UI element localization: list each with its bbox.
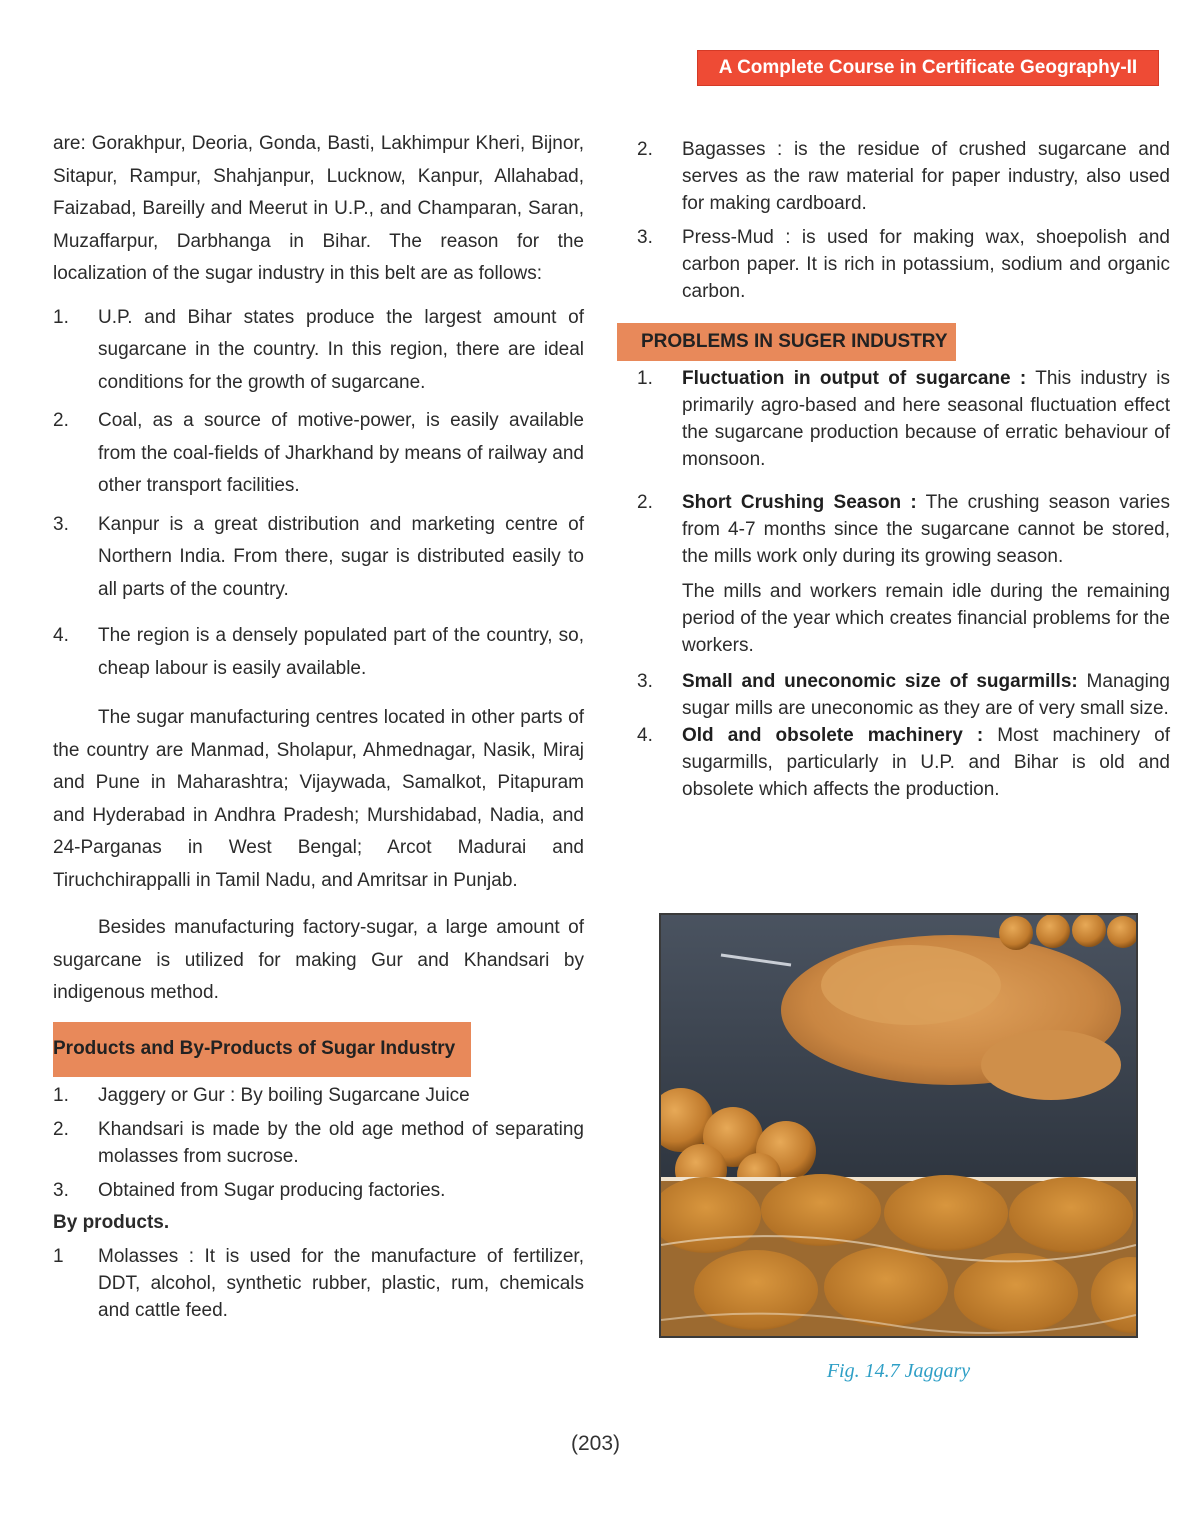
list-text: Press-Mud : is used for making wax, shoepolish and carbon paper. It is rich in potassium, sodium and organic carbon. — [682, 227, 1170, 302]
list-number: 1. — [53, 306, 69, 328]
right-column — [637, 136, 1170, 803]
list-item — [637, 722, 1170, 803]
problems-list — [637, 365, 1170, 803]
problem-text: This industry is primarily agro-based and here seasonal fluctuation effect the sugarcane production because of erratic behaviour of monsoon. — [682, 368, 1170, 470]
list-number: 3. — [637, 227, 653, 248]
list-number: 4. — [53, 625, 69, 646]
problems-section-header: PROBLEMS IN SUGER INDUSTRY — [617, 323, 956, 361]
figure-caption: Fig. 14.7 Jaggary — [826, 1360, 971, 1382]
jaggery-photo-icon — [661, 915, 1136, 1336]
intro-paragraph: are: Gorakhpur, Deoria, Gonda, Basti, Lakhimpur Kheri, Bijnor, Sitapur, Rampur, Shahjanpur, Lucknow, Kanpur, Allahabad, Faizabad, Bareilly and Meerut in U.P., and Champaran, Saran, Muzaffarpur, Darbhanga in Bihar. The reason for the localization of the sugar industry in this belt are as follows: — [53, 133, 584, 284]
list-number: 4. — [637, 725, 653, 746]
list-number: 2. — [637, 492, 653, 513]
list-number: 2. — [53, 1118, 69, 1140]
list-item — [53, 620, 584, 685]
centres-paragraph: The sugar manufacturing centres located in other parts of the country are Manmad, Sholapur, Ahmednagar, Nasik, Miraj and Pune in Maharashtra; Vijaywada, Samalkot, Pitapuram and Hyderabad in Andhra Pradesh; Murshidabad, Nadia, and 24-Parganas in West Bengal; Arcot Madurai and Tiruchchirappalli in Tamil Nadu, and Amritsar in Punjab. — [53, 707, 584, 891]
list-item — [53, 1243, 584, 1324]
list-number: 1 — [53, 1245, 64, 1267]
list-text: Coal, as a source of motive-power, is easily available from the coal-fields of Jharkhand by means of railway and other transport facilities. — [98, 410, 584, 496]
problem-title: Small and uneconomic size of sugarmills: — [682, 671, 1078, 692]
list-item — [637, 489, 1170, 570]
page-number: (203) — [570, 1432, 621, 1455]
list-item — [637, 224, 1170, 305]
list-number: 3. — [637, 671, 653, 692]
problem-title: Old and obsolete machinery : — [682, 725, 984, 746]
list-item — [637, 668, 1170, 722]
list-item — [53, 1116, 584, 1170]
list-number: 3. — [53, 513, 69, 535]
list-number: 1. — [637, 368, 653, 389]
list-item — [637, 136, 1170, 217]
problem-text: Managing sugar mills are uneconomic as they are of very small size. — [682, 671, 1170, 719]
products-list — [53, 1082, 584, 1204]
list-text: The region is a densely populated part of the country, so, cheap labour is easily available. — [98, 625, 584, 679]
list-text: Khandsari is made by the old age method of separating molasses from sucrose. — [98, 1118, 584, 1167]
products-section-header: Products and By-Products of Sugar Industry — [53, 1022, 471, 1077]
list-number: 1. — [53, 1084, 69, 1106]
list-item — [53, 1177, 584, 1204]
problem-title: Short Crushing Season : — [682, 492, 917, 513]
list-text: Jaggery or Gur : By boiling Sugarcane Juice — [98, 1084, 470, 1106]
list-number: 2. — [637, 139, 653, 160]
list-number: 3. — [53, 1179, 69, 1201]
list-item — [53, 302, 584, 400]
left-column — [53, 128, 584, 1324]
problem-extra-paragraph: The mills and workers remain idle during the remaining period of the year which creates financial problems for the workers. — [682, 581, 1170, 656]
list-item — [53, 1082, 584, 1109]
list-item — [53, 405, 584, 503]
list-number: 2. — [53, 410, 69, 431]
list-text: U.P. and Bihar states produce the largest amount of sugarcane in the country. In this region, there are ideal conditions for the growth of sugarcane. — [98, 306, 584, 393]
reasons-list — [53, 302, 584, 686]
problem-text: The crushing season varies from 4-7 months since the sugarcane cannot be stored, the mills work only during its growing season. — [682, 492, 1170, 567]
list-item — [53, 509, 584, 607]
jaggery-photo — [659, 913, 1138, 1338]
list-text: Bagasses : is the residue of crushed sugarcane and serves as the raw material for paper industry, also used for making cardboard. — [682, 139, 1170, 214]
list-text: Obtained from Sugar producing factories. — [98, 1179, 446, 1201]
byproducts-label: By products. — [53, 1211, 170, 1233]
list-item — [637, 365, 1170, 473]
list-text: Kanpur is a great distribution and marketing centre of Northern India. From there, sugar is distributed easily to all parts of the country. — [98, 513, 584, 600]
problem-title: Fluctuation in output of sugarcane : — [682, 368, 1027, 389]
book-title-badge: A Complete Course in Certificate Geography-II — [697, 50, 1159, 86]
gur-paragraph: Besides manufacturing factory-sugar, a large amount of sugarcane is utilized for making Gur and Khandsari by indigenous method. — [53, 917, 584, 1003]
problem-text: Most machinery of sugarmills, particularly in U.P. and Bihar is old and obsolete which affects the production. — [682, 725, 1171, 800]
list-text: Molasses : It is used for the manufacture of fertilizer, DDT, alcohol, synthetic rubber, plastic, rum, chemicals and cattle feed. — [98, 1245, 584, 1321]
